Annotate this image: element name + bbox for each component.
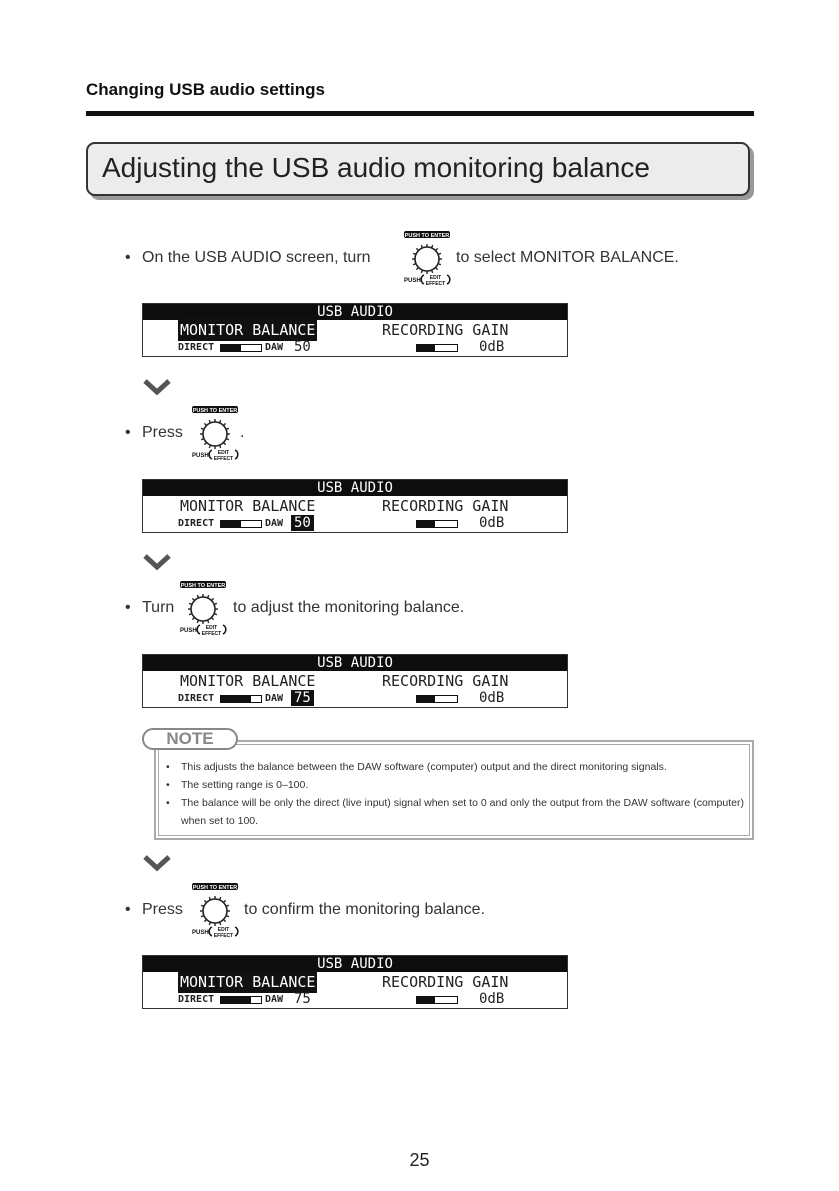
balance-meter	[220, 344, 262, 352]
step-2-text-after: .	[240, 424, 245, 441]
note-list	[166, 758, 744, 830]
section-rule	[86, 111, 754, 116]
knob-push-label: PUSH	[192, 453, 209, 459]
recording-gain-label: RECORDING GAIN	[382, 672, 509, 690]
knob-effect-label: EFFECT	[425, 281, 446, 287]
gain-meter-fill	[417, 521, 435, 527]
bullet: •	[125, 424, 131, 441]
recording-gain-label: RECORDING GAIN	[382, 321, 509, 339]
knob-push-label: PUSH	[404, 278, 421, 284]
balance-meter	[220, 695, 262, 703]
page-heading: Adjusting the USB audio monitoring balance	[102, 152, 650, 183]
step-4-text-after: to confirm the monitoring balance.	[244, 901, 486, 918]
note-item: • The setting range is 0–100.	[166, 776, 744, 794]
balance-meter-fill	[221, 696, 251, 702]
knob-top-label: PUSH TO ENTER	[192, 407, 238, 414]
step-3-text-after: to adjust the monitoring balance.	[233, 599, 465, 616]
step-1-text-after: to select MONITOR BALANCE.	[456, 249, 679, 266]
bullet: •	[125, 599, 131, 616]
monitor-balance-label: MONITOR BALANCE	[180, 321, 316, 339]
balance-meter-fill	[221, 997, 251, 1003]
gain-meter-fill	[417, 997, 435, 1003]
direct-label: DIRECT	[178, 518, 215, 529]
recording-gain-label: RECORDING GAIN	[382, 497, 509, 515]
balance-value: 50	[294, 339, 311, 355]
daw-label: DAW	[265, 342, 284, 353]
step-3-text-before: Turn	[142, 599, 175, 616]
lcd-title: USB AUDIO	[143, 304, 567, 320]
balance-meter-fill	[221, 521, 241, 527]
gain-meter	[416, 695, 458, 703]
knob-effect-label: EFFECT	[213, 933, 234, 939]
lcd-title: USB AUDIO	[143, 655, 567, 671]
step-2-text-before: Press	[142, 424, 183, 441]
lcd-screen	[142, 303, 568, 357]
knob-effect-label: EFFECT	[201, 631, 222, 637]
monitor-balance-label: MONITOR BALANCE	[180, 497, 316, 515]
knob-edit-label: EDIT	[217, 450, 230, 456]
daw-label: DAW	[265, 693, 284, 704]
knob-top-label: PUSH TO ENTER	[404, 232, 450, 239]
gain-meter	[416, 520, 458, 528]
gain-meter	[416, 344, 458, 352]
chevron-down-icon	[142, 378, 172, 396]
step-4-text-before: Press	[142, 901, 183, 918]
daw-label: DAW	[265, 518, 284, 529]
knob-edit-label: EDIT	[429, 275, 442, 281]
chevron-down-icon	[142, 553, 172, 571]
bullet: •	[125, 249, 131, 266]
knob-top-label: PUSH TO ENTER	[180, 582, 226, 589]
lcd-title: USB AUDIO	[143, 480, 567, 496]
gain-value: 0dB	[479, 515, 505, 531]
section-title: Changing USB audio settings	[86, 80, 325, 99]
gain-meter-fill	[417, 345, 435, 351]
note-item: • This adjusts the balance between the DAW software (computer) output and the direct monitoring signals.	[166, 758, 744, 776]
page-number: 25	[409, 1150, 430, 1170]
lcd-screen	[142, 479, 568, 533]
monitor-balance-label: MONITOR BALANCE	[180, 973, 316, 991]
direct-label: DIRECT	[178, 342, 215, 353]
knob-icon	[191, 882, 239, 945]
balance-meter-fill	[221, 345, 241, 351]
balance-value: 75	[294, 991, 311, 1007]
note-item: • The balance will be only the direct (live input) signal when set to 0 and only the output from the DAW software (computer) when set to 100.	[166, 794, 744, 830]
lcd-screen	[142, 654, 568, 708]
knob-top-label: PUSH TO ENTER	[192, 884, 238, 891]
gain-value: 0dB	[479, 690, 505, 706]
knob-icon	[179, 580, 227, 643]
knob-push-label: PUSH	[180, 628, 197, 634]
balance-meter	[220, 996, 262, 1004]
gain-meter	[416, 996, 458, 1004]
recording-gain-label: RECORDING GAIN	[382, 973, 509, 991]
gain-value: 0dB	[479, 339, 505, 355]
knob-push-label: PUSH	[192, 930, 209, 936]
step-1-text-before: On the USB AUDIO screen, turn	[142, 249, 371, 266]
note-tag: NOTE	[142, 728, 238, 750]
monitor-balance-label: MONITOR BALANCE	[180, 672, 316, 690]
balance-value: 50	[291, 515, 314, 531]
lcd-screen	[142, 955, 568, 1009]
direct-label: DIRECT	[178, 693, 215, 704]
gain-meter-fill	[417, 696, 435, 702]
balance-value: 75	[291, 690, 314, 706]
bullet: •	[125, 901, 131, 918]
chevron-down-icon	[142, 854, 172, 872]
knob-edit-label: EDIT	[205, 625, 218, 631]
gain-value: 0dB	[479, 991, 505, 1007]
lcd-title: USB AUDIO	[143, 956, 567, 972]
knob-icon	[403, 230, 451, 293]
knob-icon	[191, 405, 239, 468]
balance-meter	[220, 520, 262, 528]
daw-label: DAW	[265, 994, 284, 1005]
direct-label: DIRECT	[178, 994, 215, 1005]
knob-edit-label: EDIT	[217, 927, 230, 933]
knob-effect-label: EFFECT	[213, 456, 234, 462]
